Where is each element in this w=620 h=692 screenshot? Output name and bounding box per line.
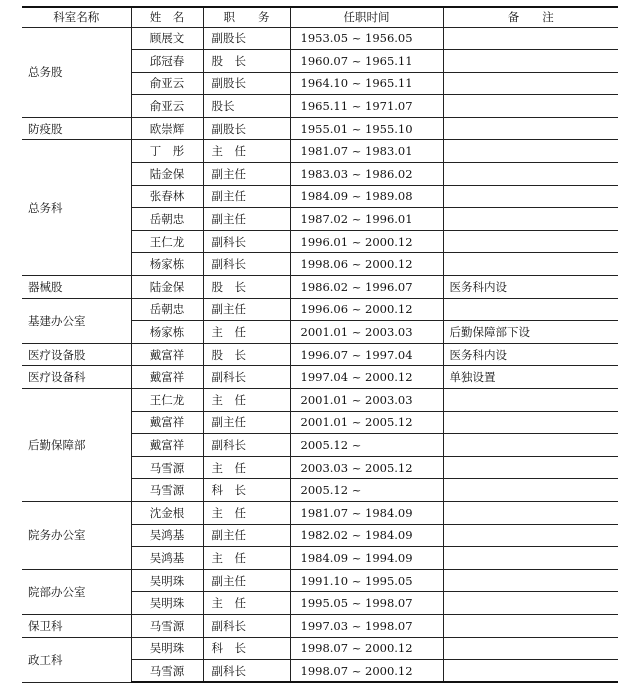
name-cell: 杨家栋 <box>131 321 203 344</box>
note-cell <box>443 208 618 231</box>
note-cell <box>443 547 618 570</box>
name-cell: 马雪源 <box>131 660 203 683</box>
post-cell: 副主任 <box>203 163 290 186</box>
term-cell: 2005.12 ~ <box>290 434 443 457</box>
post-cell: 副科长 <box>203 230 290 253</box>
dept-cell: 保卫科 <box>22 614 131 637</box>
name-cell: 沈金根 <box>131 501 203 524</box>
dept-cell: 基建办公室 <box>22 298 131 343</box>
note-cell <box>443 140 618 163</box>
note-cell <box>443 434 618 457</box>
name-cell: 马雪源 <box>131 456 203 479</box>
term-cell: 2001.01 ~ 2003.03 <box>290 389 443 412</box>
post-cell: 股 长 <box>203 276 290 299</box>
table-row <box>22 366 618 389</box>
post-cell: 主 任 <box>203 592 290 615</box>
note-cell <box>443 660 618 683</box>
name-cell: 吴鸿基 <box>131 547 203 570</box>
note-cell <box>443 95 618 118</box>
term-cell: 1981.07 ~ 1984.09 <box>290 501 443 524</box>
term-cell: 1955.01 ~ 1955.10 <box>290 117 443 140</box>
post-cell: 股 长 <box>203 50 290 73</box>
post-cell: 副科长 <box>203 434 290 457</box>
term-cell: 1965.11 ~ 1971.07 <box>290 95 443 118</box>
note-cell <box>443 637 618 660</box>
post-cell: 副股长 <box>203 72 290 95</box>
note-cell: 医务科内设 <box>443 343 618 366</box>
dept-cell: 防疫股 <box>22 117 131 140</box>
header-post: 职 务 <box>203 7 290 27</box>
table-row <box>22 140 618 163</box>
table-row <box>22 501 618 524</box>
term-cell: 1953.05 ~ 1956.05 <box>290 27 443 50</box>
dept-cell: 医疗设备科 <box>22 366 131 389</box>
post-cell: 副主任 <box>203 298 290 321</box>
name-cell: 马雪源 <box>131 479 203 502</box>
term-cell: 1964.10 ~ 1965.11 <box>290 72 443 95</box>
note-cell <box>443 524 618 547</box>
note-cell <box>443 389 618 412</box>
dept-cell: 院务办公室 <box>22 501 131 569</box>
post-cell: 主 任 <box>203 321 290 344</box>
note-cell: 单独设置 <box>443 366 618 389</box>
note-cell <box>443 50 618 73</box>
table-row <box>22 343 618 366</box>
note-cell <box>443 163 618 186</box>
header-term: 任职时间 <box>290 7 443 27</box>
note-cell <box>443 411 618 434</box>
term-cell: 1987.02 ~ 1996.01 <box>290 208 443 231</box>
term-cell: 1996.07 ~ 1997.04 <box>290 343 443 366</box>
term-cell: 1997.03 ~ 1998.07 <box>290 614 443 637</box>
table-row <box>22 298 618 321</box>
post-cell: 副主任 <box>203 185 290 208</box>
post-cell: 主 任 <box>203 456 290 479</box>
note-cell <box>443 253 618 276</box>
name-cell: 俞亚云 <box>131 95 203 118</box>
name-cell: 陆金保 <box>131 276 203 299</box>
name-cell: 俞亚云 <box>131 72 203 95</box>
dept-cell: 器械股 <box>22 276 131 299</box>
table-row <box>22 637 618 660</box>
term-cell: 1986.02 ~ 1996.07 <box>290 276 443 299</box>
post-cell: 主 任 <box>203 547 290 570</box>
name-cell: 戴富祥 <box>131 343 203 366</box>
post-cell: 科 长 <box>203 479 290 502</box>
name-cell: 岳朝忠 <box>131 208 203 231</box>
term-cell: 1996.01 ~ 2000.12 <box>290 230 443 253</box>
table-row <box>22 276 618 299</box>
term-cell: 1960.07 ~ 1965.11 <box>290 50 443 73</box>
header-note: 备 注 <box>443 7 618 27</box>
term-cell: 1991.10 ~ 1995.05 <box>290 569 443 592</box>
note-cell <box>443 614 618 637</box>
term-cell: 1982.02 ~ 1984.09 <box>290 524 443 547</box>
post-cell: 副科长 <box>203 366 290 389</box>
name-cell: 王仁龙 <box>131 389 203 412</box>
term-cell: 1996.06 ~ 2000.12 <box>290 298 443 321</box>
note-cell <box>443 592 618 615</box>
name-cell: 戴富祥 <box>131 434 203 457</box>
post-cell: 科 长 <box>203 637 290 660</box>
name-cell: 顾展文 <box>131 27 203 50</box>
table-row <box>22 614 618 637</box>
name-cell: 岳朝忠 <box>131 298 203 321</box>
name-cell: 丁 彤 <box>131 140 203 163</box>
note-cell <box>443 27 618 50</box>
post-cell: 主 任 <box>203 389 290 412</box>
term-cell: 1997.04 ~ 2000.12 <box>290 366 443 389</box>
table-row <box>22 389 618 412</box>
name-cell: 杨家栋 <box>131 253 203 276</box>
post-cell: 副主任 <box>203 411 290 434</box>
post-cell: 副主任 <box>203 569 290 592</box>
post-cell: 副主任 <box>203 524 290 547</box>
note-cell <box>443 569 618 592</box>
term-cell: 1984.09 ~ 1989.08 <box>290 185 443 208</box>
note-cell <box>443 501 618 524</box>
dept-cell: 总务科 <box>22 140 131 276</box>
post-cell: 副主任 <box>203 208 290 231</box>
header-name: 姓 名 <box>131 7 203 27</box>
note-cell: 后勤保障部下设 <box>443 321 618 344</box>
term-cell: 2005.12 ~ <box>290 479 443 502</box>
name-cell: 邱冠春 <box>131 50 203 73</box>
header-row <box>22 7 618 27</box>
term-cell: 1998.07 ~ 2000.12 <box>290 660 443 683</box>
term-cell: 1984.09 ~ 1994.09 <box>290 547 443 570</box>
name-cell: 欧崇辉 <box>131 117 203 140</box>
post-cell: 副股长 <box>203 27 290 50</box>
header-dept: 科室名称 <box>22 7 131 27</box>
note-cell <box>443 298 618 321</box>
table-row <box>22 117 618 140</box>
post-cell: 股长 <box>203 95 290 118</box>
post-cell: 主 任 <box>203 140 290 163</box>
note-cell: 医务科内设 <box>443 276 618 299</box>
name-cell: 陆金保 <box>131 163 203 186</box>
note-cell <box>443 479 618 502</box>
term-cell: 2001.01 ~ 2005.12 <box>290 411 443 434</box>
post-cell: 股 长 <box>203 343 290 366</box>
name-cell: 吴鸿基 <box>131 524 203 547</box>
note-cell <box>443 230 618 253</box>
table-row <box>22 27 618 50</box>
name-cell: 戴富祥 <box>131 366 203 389</box>
note-cell <box>443 185 618 208</box>
name-cell: 张春林 <box>131 185 203 208</box>
note-cell <box>443 456 618 479</box>
name-cell: 吴明珠 <box>131 637 203 660</box>
post-cell: 副科长 <box>203 253 290 276</box>
post-cell: 主 任 <box>203 501 290 524</box>
name-cell: 戴富祥 <box>131 411 203 434</box>
term-cell: 1981.07 ~ 1983.01 <box>290 140 443 163</box>
post-cell: 副科长 <box>203 660 290 683</box>
term-cell: 1995.05 ~ 1998.07 <box>290 592 443 615</box>
post-cell: 副科长 <box>203 614 290 637</box>
dept-cell: 院部办公室 <box>22 569 131 614</box>
term-cell: 2001.01 ~ 2003.03 <box>290 321 443 344</box>
dept-cell: 政工科 <box>22 637 131 682</box>
dept-cell: 医疗设备股 <box>22 343 131 366</box>
term-cell: 1998.07 ~ 2000.12 <box>290 637 443 660</box>
term-cell: 2003.03 ~ 2005.12 <box>290 456 443 479</box>
table-row <box>22 569 618 592</box>
term-cell: 1998.06 ~ 2000.12 <box>290 253 443 276</box>
dept-cell: 总务股 <box>22 27 131 117</box>
note-cell <box>443 117 618 140</box>
term-cell: 1983.03 ~ 1986.02 <box>290 163 443 186</box>
name-cell: 马雪源 <box>131 614 203 637</box>
dept-cell: 后勤保障部 <box>22 389 131 502</box>
table-header <box>22 7 618 27</box>
note-cell <box>443 72 618 95</box>
table-body <box>22 27 618 682</box>
name-cell: 吴明珠 <box>131 592 203 615</box>
staff-table <box>22 6 618 683</box>
name-cell: 吴明珠 <box>131 569 203 592</box>
post-cell: 副股长 <box>203 117 290 140</box>
name-cell: 王仁龙 <box>131 230 203 253</box>
